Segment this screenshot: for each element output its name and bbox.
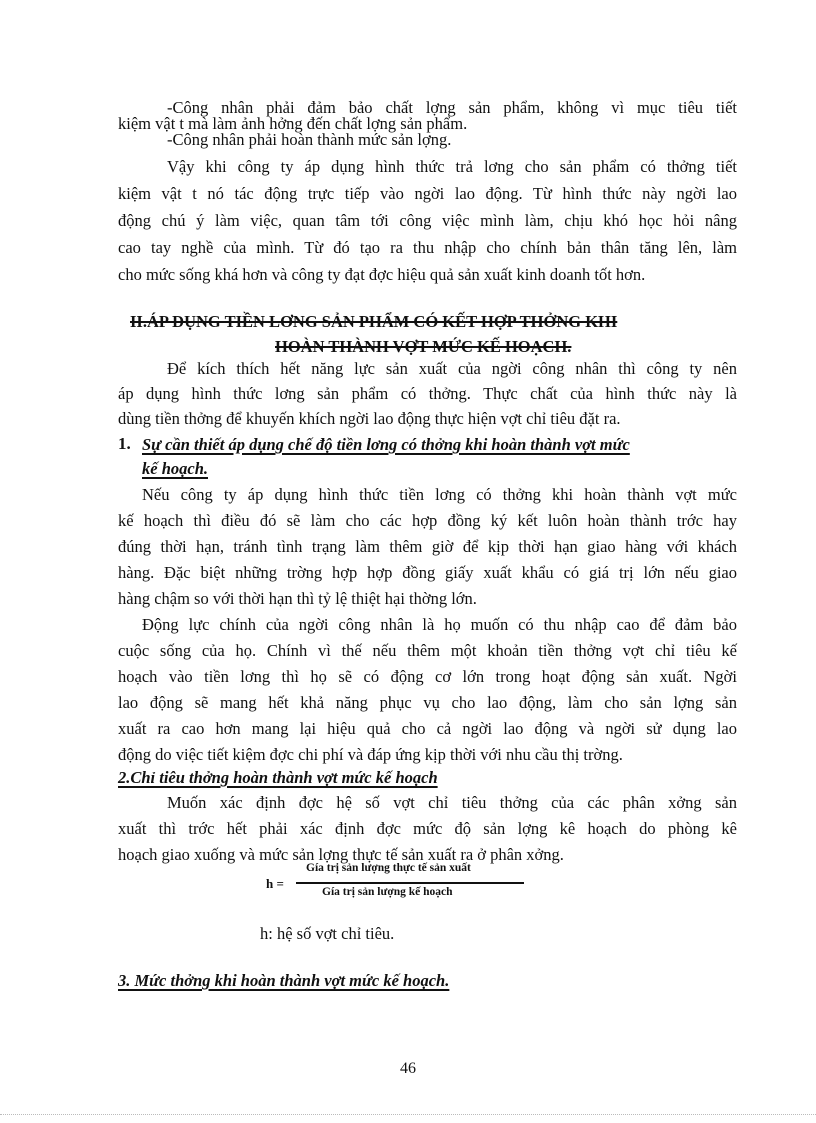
paragraph-5-line-2: xuất thì trớc hết phải xác định đợc mức độ sản lợng kê hoạch do phòng kê [118, 819, 737, 838]
paragraph-1-line-1: Vậy khi công ty áp dụng hình thức trả lơng cho sản phẩm có thởng tiết [167, 157, 737, 176]
subsection-1-number: 1. [118, 434, 131, 453]
paragraph-4-line-2: cuộc sống của họ. Chính vì thế nếu thêm một khoản tiền thởng vợt chỉ tiêu kế [118, 641, 737, 660]
paragraph-3-line-5: hàng chậm so với thời hạn thì tỷ lệ thiệt hại thờng lớn. [118, 589, 477, 608]
bullet-line-1-cont: kiệm vật t mà làm ảnh hởng đến chất lợng sản phẩm. [118, 114, 468, 133]
paragraph-2-line-2: áp dụng hình thức lơng sản phẩm có thởng. Thực chất của hình thức này là [118, 384, 737, 403]
formula-h [266, 862, 526, 912]
page-number: 46 [400, 1060, 416, 1077]
paragraph-1-line-5: cho mức sống khá hơn và công ty đạt đợc hiệu quả sản xuất kinh doanh tốt hơn. [118, 265, 646, 284]
formula-numerator: Gía trị sản lượng thực tế sản xuất [306, 862, 471, 874]
formula-denominator: Gía trị sản lượng kế hoạch [322, 886, 453, 898]
paragraph-4-line-6: động do việc tiết kiệm đợc chi phí và đáp ứng kịp thời với nhu cầu thị trờng. [118, 745, 623, 764]
subsection-2-title: 2.Chỉ tiêu thởng hoàn thành vợt mức kế hoạch [118, 768, 438, 787]
paragraph-1-line-2: kiệm vật t nó tác động trực tiếp vào ngời lao động. Từ hình thức này ngời lao [118, 184, 737, 203]
subsection-1-title-line-1: Sự cần thiết áp dụng chế độ tiền lơng có thởng khi hoàn thành vợt mức [142, 435, 630, 454]
formula-lhs: h = [266, 876, 284, 891]
paragraph-2-line-1: Để kích thích hết năng lực sản xuất của ngời công nhân thì công ty nên [167, 359, 737, 378]
paragraph-1-line-4: cao tay nghề của mình. Từ đó tạo ra thu nhập cho chính bản thân tăng lên, làm [118, 238, 737, 257]
paragraph-3-line-2: kế hoạch thì điều đó sẽ làm cho các hợp đồng ký kết luôn hoàn thành trớc hay [118, 511, 737, 530]
paragraph-3-line-1: Nếu công ty áp dụng hình thức tiền lơng có thởng khi hoàn thành vợt mức [142, 485, 737, 504]
paragraph-5-line-3: hoạch giao xuống và mức sản lợng thực tế sản xuất ra ở phân xởng. [118, 845, 564, 864]
paragraph-3-line-4: hàng. Đặc biệt những trờng hợp hợp đồng giấy xuất khẩu có giá trị lớn nếu giao [118, 563, 737, 582]
paragraph-4-line-1: Động lực chính của ngời công nhân là họ muốn có thu nhập cao để đảm bảo [142, 615, 737, 634]
paragraph-2-line-3: dùng tiền thởng để khuyến khích ngời lao động thực hiện vợt chỉ tiêu đặt ra. [118, 409, 621, 428]
bullet-line-2: -Công nhân phải hoàn thành mức sản lợng. [167, 130, 452, 149]
section-2-heading-line-2: HOÀN THÀNH VỢT MỨC KẾ HOẠCH. [275, 337, 572, 356]
paragraph-5-line-1: Muốn xác định đợc hệ số vợt chỉ tiêu thởng của các phân xởng sản [167, 793, 737, 812]
paragraph-4-line-3: hoạch vào tiền lơng thì họ sẽ có động cơ lớn trong hoạt động sản xuất. Ngời [118, 667, 737, 686]
paragraph-4-line-4: lao động sẽ mang hết khả năng phục vụ cho lao động, làm cho sản lợng sản [118, 693, 737, 712]
formula-definition: h: hệ số vợt chỉ tiêu. [260, 924, 395, 943]
page-bottom-border [0, 1114, 816, 1115]
paragraph-1-line-3: động chú ý làm việc, quan tâm tới công việc mình làm, chịu khó học hỏi nâng [118, 211, 737, 230]
section-2-heading-line-1: II.ÁP DỤNG TIỀN LƠNG SẢN PHẨM CÓ KẾT HỢP THỞNG KHI [130, 312, 618, 331]
bullet-line-1: -Công nhân phải đảm bảo chất lợng sản phẩm, không vì mục tiêu tiết [167, 98, 737, 117]
subsection-1-title-line-2: kế hoạch. [142, 459, 208, 478]
formula-fraction-bar [296, 882, 524, 884]
paragraph-4-line-5: xuất ra cao hơn mang lại hiệu quả cho cả ngời lao động và ngời sử dụng lao [118, 719, 737, 738]
paragraph-3-line-3: đúng thời hạn, tránh tình trạng làm thêm giờ để kịp thời hạn giao hàng với khách [118, 537, 737, 556]
subsection-3-title: 3. Mức thởng khi hoàn thành vợt mức kế hoạch. [118, 971, 450, 990]
